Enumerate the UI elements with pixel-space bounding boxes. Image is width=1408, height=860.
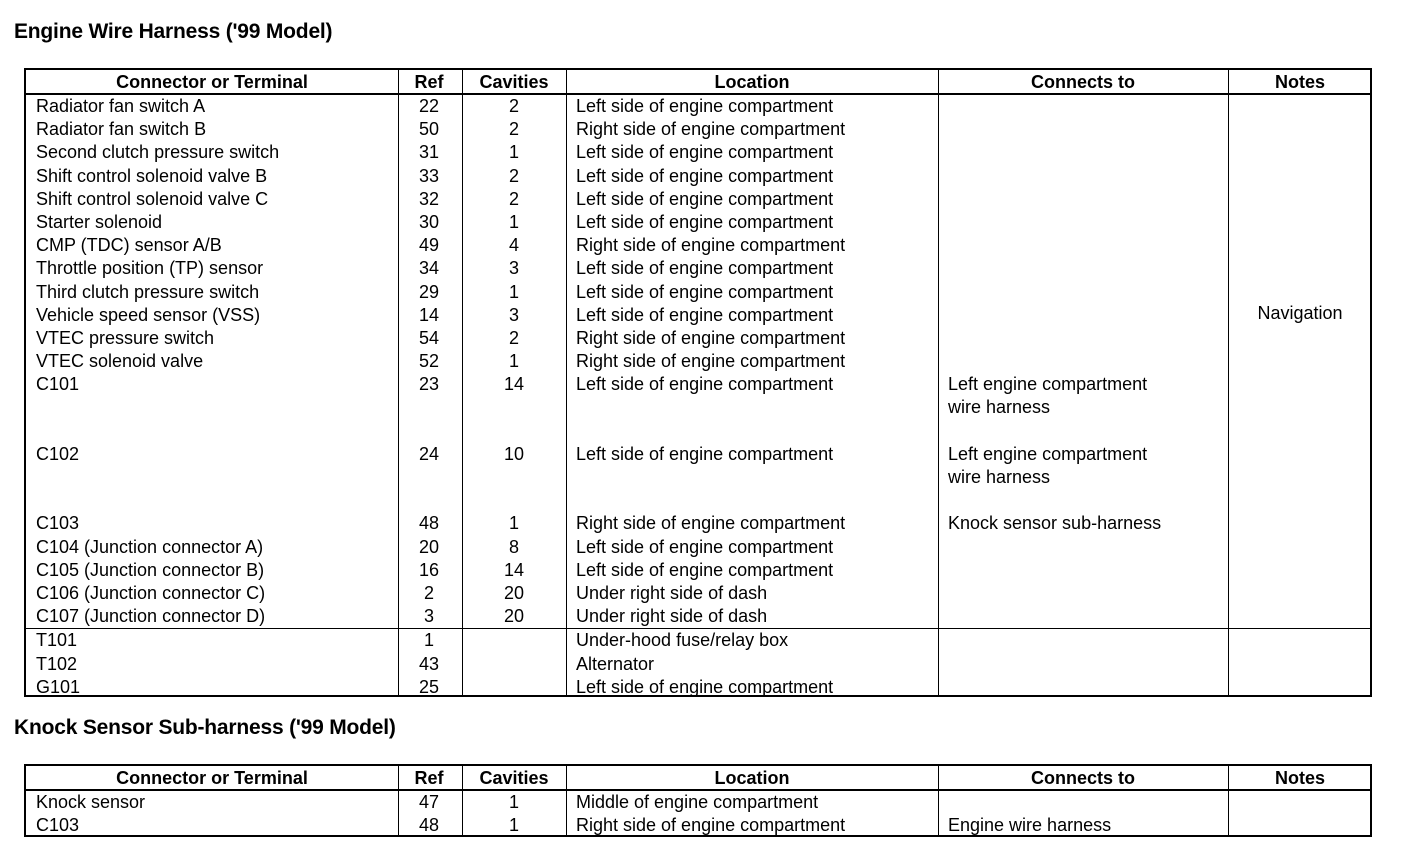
cavities-cell: 3	[508, 304, 519, 325]
connects-to-cell: Engine wire harness	[948, 815, 1112, 836]
cavities-cell: 1	[508, 513, 519, 534]
knock-harness-table	[24, 764, 1372, 837]
connector-cell: C101	[36, 374, 80, 395]
table-row	[26, 559, 1370, 582]
connector-cell: Radiator fan switch A	[36, 96, 206, 116]
cavities-cell: 1	[508, 211, 519, 232]
connector-cell: C105 (Junction connector B)	[36, 559, 265, 580]
cavities-cell: 2	[508, 96, 519, 116]
connector-cell: VTEC pressure switch	[36, 327, 215, 348]
knock-harness-title: Knock Sensor Sub-harness ('99 Model)	[14, 716, 396, 739]
cavities-cell: 3	[508, 258, 519, 279]
table-row	[26, 443, 1370, 513]
table-row	[26, 791, 1370, 814]
connects-to-cell: Knock sensor sub-harness	[948, 513, 1162, 534]
ref-cell: 47	[418, 792, 440, 812]
location-cell: Middle of engine compartment	[576, 792, 819, 812]
location-cell: Right side of engine compartment	[576, 351, 846, 372]
cavities-cell: 2	[508, 188, 519, 209]
table-header	[26, 70, 1370, 95]
ref-cell: 32	[418, 188, 440, 209]
location-cell: Left side of engine compartment	[576, 374, 834, 395]
table-row	[26, 257, 1370, 280]
cavities-cell: 20	[503, 606, 525, 627]
table-row	[26, 629, 1370, 652]
ref-cell: 48	[418, 815, 440, 836]
cavities-cell: 2	[508, 119, 519, 140]
connector-cell: C106 (Junction connector C)	[36, 583, 266, 603]
location-cell: Left side of engine compartment	[576, 536, 834, 557]
table-row	[26, 350, 1370, 373]
location-cell: Alternator	[576, 653, 655, 674]
connector-cell: CMP (TDC) sensor A/B	[36, 235, 222, 256]
connector-cell: C103	[36, 815, 80, 836]
location-cell: Right side of engine compartment	[576, 119, 846, 140]
connects-to-cell: Left engine compartment wire harness	[948, 374, 1148, 418]
table-row	[26, 582, 1370, 605]
table-row	[26, 118, 1370, 141]
header-ref: Ref	[414, 72, 444, 92]
connector-cell: C103	[36, 513, 80, 534]
header-ref: Ref	[414, 768, 444, 788]
ref-cell: 25	[418, 676, 440, 697]
ref-cell: 22	[418, 96, 440, 116]
connector-cell: T101	[36, 630, 78, 651]
header-notes: Notes	[1274, 72, 1325, 92]
location-cell: Left side of engine compartment	[576, 188, 834, 209]
table-row	[26, 327, 1370, 350]
connector-cell: C104 (Junction connector A)	[36, 536, 264, 557]
location-cell: Under-hood fuse/relay box	[576, 630, 789, 651]
engine-harness-table	[24, 68, 1372, 697]
ref-cell: 1	[423, 630, 434, 651]
table-body	[26, 95, 1370, 699]
location-cell: Left side of engine compartment	[576, 443, 834, 464]
connector-cell: C102	[36, 443, 80, 464]
table-row	[26, 165, 1370, 188]
cavities-cell: 1	[508, 792, 519, 812]
location-cell: Right side of engine compartment	[576, 513, 846, 534]
ref-cell: 16	[418, 559, 440, 580]
cavities-cell: 2	[508, 165, 519, 186]
connector-cell: T102	[36, 653, 78, 674]
table-row	[26, 95, 1370, 118]
location-cell: Left side of engine compartment	[576, 165, 834, 186]
table-row	[26, 512, 1370, 535]
header-cavities: Cavities	[479, 768, 549, 788]
location-cell: Left side of engine compartment	[576, 304, 834, 325]
connector-cell: G101	[36, 676, 81, 697]
ref-cell: 29	[418, 281, 440, 302]
connector-cell: Second clutch pressure switch	[36, 142, 280, 163]
location-cell: Left side of engine compartment	[576, 676, 834, 697]
location-cell: Left side of engine compartment	[576, 211, 834, 232]
cavities-cell: 14	[503, 374, 525, 395]
ref-cell: 54	[418, 327, 440, 348]
location-cell: Under right side of dash	[576, 583, 768, 603]
cavities-cell: 1	[508, 142, 519, 163]
notes-navigation: Navigation	[1257, 303, 1343, 323]
table-body	[26, 791, 1370, 837]
location-cell: Left side of engine compartment	[576, 258, 834, 279]
table-row	[26, 141, 1370, 164]
location-cell: Right side of engine compartment	[576, 815, 846, 836]
location-cell: Under right side of dash	[576, 606, 768, 627]
connector-cell: Third clutch pressure switch	[36, 281, 260, 302]
cavities-cell: 4	[508, 235, 519, 256]
cavities-cell: 2	[508, 327, 519, 348]
header-connector: Connector or Terminal	[116, 72, 308, 92]
cavities-cell: 1	[508, 281, 519, 302]
connector-cell: Radiator fan switch B	[36, 119, 207, 140]
ref-cell: 14	[418, 304, 440, 325]
header-connects-to: Connects to	[1030, 768, 1135, 788]
ref-cell: 3	[423, 606, 434, 627]
ref-cell: 2	[423, 583, 434, 603]
ref-cell: 34	[418, 258, 440, 279]
ref-cell: 43	[418, 653, 440, 674]
ref-cell: 52	[418, 351, 440, 372]
connector-cell: Knock sensor	[36, 792, 146, 812]
engine-harness-title: Engine Wire Harness ('99 Model)	[14, 20, 333, 43]
cavities-cell: 14	[503, 559, 525, 580]
connector-cell: Throttle position (TP) sensor	[36, 258, 264, 279]
cavities-cell: 10	[503, 443, 525, 464]
table-row	[26, 814, 1370, 837]
ref-cell: 23	[418, 374, 440, 395]
ref-cell: 48	[418, 513, 440, 534]
connector-cell: Vehicle speed sensor (VSS)	[36, 304, 261, 325]
cavities-cell: 1	[508, 815, 519, 836]
table-row	[26, 676, 1370, 699]
connector-cell: Starter solenoid	[36, 211, 163, 232]
location-cell: Right side of engine compartment	[576, 235, 846, 256]
ref-cell: 50	[418, 119, 440, 140]
cavities-cell: 8	[508, 536, 519, 557]
header-location: Location	[714, 72, 790, 92]
table-row	[26, 304, 1370, 327]
header-connector: Connector or Terminal	[116, 768, 308, 788]
connector-cell: VTEC solenoid valve	[36, 351, 204, 372]
ref-cell: 33	[418, 165, 440, 186]
location-cell: Left side of engine compartment	[576, 281, 834, 302]
table-row	[26, 373, 1370, 443]
table-header	[26, 766, 1370, 791]
ref-cell: 20	[418, 536, 440, 557]
table-row	[26, 281, 1370, 304]
connector-cell: C107 (Junction connector D)	[36, 606, 266, 627]
header-connects-to: Connects to	[1030, 72, 1135, 92]
ref-cell: 49	[418, 235, 440, 256]
cavities-cell: 1	[508, 351, 519, 372]
table-row	[26, 211, 1370, 234]
ref-cell: 31	[418, 142, 440, 163]
connects-to-cell: Left engine compartment wire harness	[948, 443, 1148, 487]
header-location: Location	[714, 768, 790, 788]
header-notes: Notes	[1274, 768, 1325, 788]
location-cell: Right side of engine compartment	[576, 327, 846, 348]
connector-cell: Shift control solenoid valve B	[36, 165, 268, 186]
table-row	[26, 536, 1370, 559]
connector-cell: Shift control solenoid valve C	[36, 188, 269, 209]
header-cavities: Cavities	[479, 72, 549, 92]
location-cell: Left side of engine compartment	[576, 559, 834, 580]
table-row	[26, 605, 1370, 628]
location-cell: Left side of engine compartment	[576, 142, 834, 163]
table-row	[26, 188, 1370, 211]
ref-cell: 24	[418, 443, 440, 464]
table-row	[26, 234, 1370, 257]
location-cell: Left side of engine compartment	[576, 96, 834, 116]
table-row	[26, 653, 1370, 676]
cavities-cell: 20	[503, 583, 525, 603]
ref-cell: 30	[418, 211, 440, 232]
